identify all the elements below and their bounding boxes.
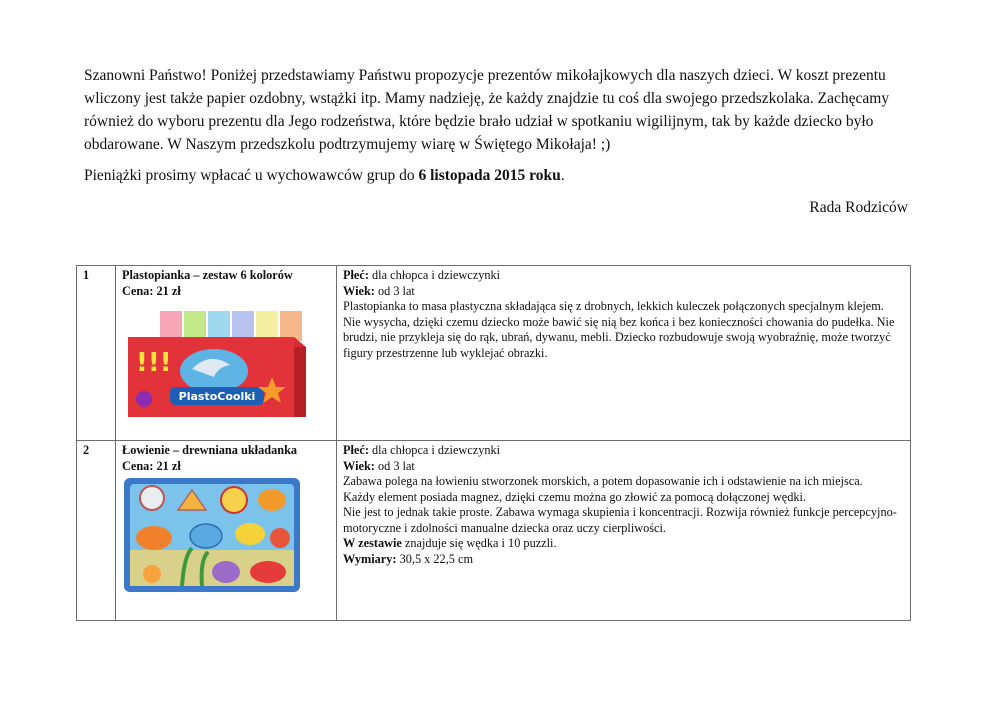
description-line: Nie jest to jednak takie proste. Zabawa wymaga skupienia i koncentracji. Rozwija również funkcje percepcyjno-motoryczne i zdolności manualne dziecka oraz uczy cierpliwości. — [343, 505, 897, 535]
contents-line: W zestawie znajduje się wędka i 10 puzzli. — [343, 536, 557, 550]
product-cell — [116, 266, 337, 441]
product-description: Plastopianka to masa plastyczna składająca się z drobnych, lekkich kuleczek połączonych specjalnym klejem. Nie wysycha, dzięki czemu dziecko może bawić się nią bez końca i bez konieczności chowania do pudełka. Nie brudzi, nie przykleja się do rąk, ubrań, dywanu, mebli. Dziecko rozbudowuje swoją wyobraźnię, może tworzyć figury przestrzenne lub wyklejać obrazki. — [343, 299, 895, 360]
fishing-puzzle-image — [122, 476, 330, 599]
table-row — [77, 441, 911, 621]
product-price: Cena: 21 zł — [122, 458, 181, 473]
age-line: Wiek: od 3 lat — [343, 458, 415, 473]
product-description-cell — [337, 441, 911, 621]
intro-paragraph: Szanowni Państwo! Poniżej przedstawiamy Państwu propozycje prezentów mikołajkowych dla naszych dzieci. W koszt prezentu wliczony jest także papier ozdobny, wstążki itp. Mamy nadzieję, że każdy znajdzie tu coś dla swojego przedszkolaka. Zachęcamy również do wyboru prezentu dla Jego rodzeństwa, które będzie brało udział w spotkaniu wigilijnym, tak by każde dziecko było obdarowane. W Naszym przedszkolu podtrzymujemy wiarę w Świętego Mikołaja! ;) — [84, 67, 890, 153]
box-logo-text: PlastoCoolki — [178, 390, 256, 403]
age-line: Wiek: od 3 lat — [343, 283, 415, 298]
product-cell — [116, 441, 337, 621]
product-price: Cena: 21 zł — [122, 283, 181, 298]
description-line: Zabawa polega na łowieniu stworzonek morskich, a potem dopasowanie ich i odstawienie na ich miejsca. — [343, 474, 863, 488]
gender-line: Płeć: dla chłopca i dziewczynki — [343, 443, 501, 457]
description-line: Każdy element posiada magnez, dzięki czemu można go złowić za pomocą dołączonej wędki. — [343, 489, 806, 504]
payment-deadline: Pieniążki prosimy wpłacać u wychowawców grup do 6 listopada 2015 roku. — [84, 167, 565, 184]
products-table — [76, 265, 911, 621]
deadline-date: 6 listopada 2015 roku — [418, 167, 561, 184]
product-description-cell — [337, 266, 911, 441]
product-number: 2 — [77, 441, 116, 621]
gender-line: Płeć: dla chłopca i dziewczynki — [343, 268, 501, 282]
dimensions-line: Wymiary: 30,5 x 22,5 cm — [343, 551, 474, 566]
product-number: 1 — [77, 266, 116, 441]
product-title: Plastopianka – zestaw 6 kolorów — [122, 268, 293, 282]
svg-text:!!!: !!! — [136, 348, 172, 378]
table-row — [77, 266, 911, 441]
plastopianka-box-image — [122, 307, 330, 424]
product-title: Łowienie – drewniana układanka — [122, 443, 298, 457]
signature: Rada Rodziców — [809, 199, 908, 216]
intro-text — [84, 64, 910, 187]
